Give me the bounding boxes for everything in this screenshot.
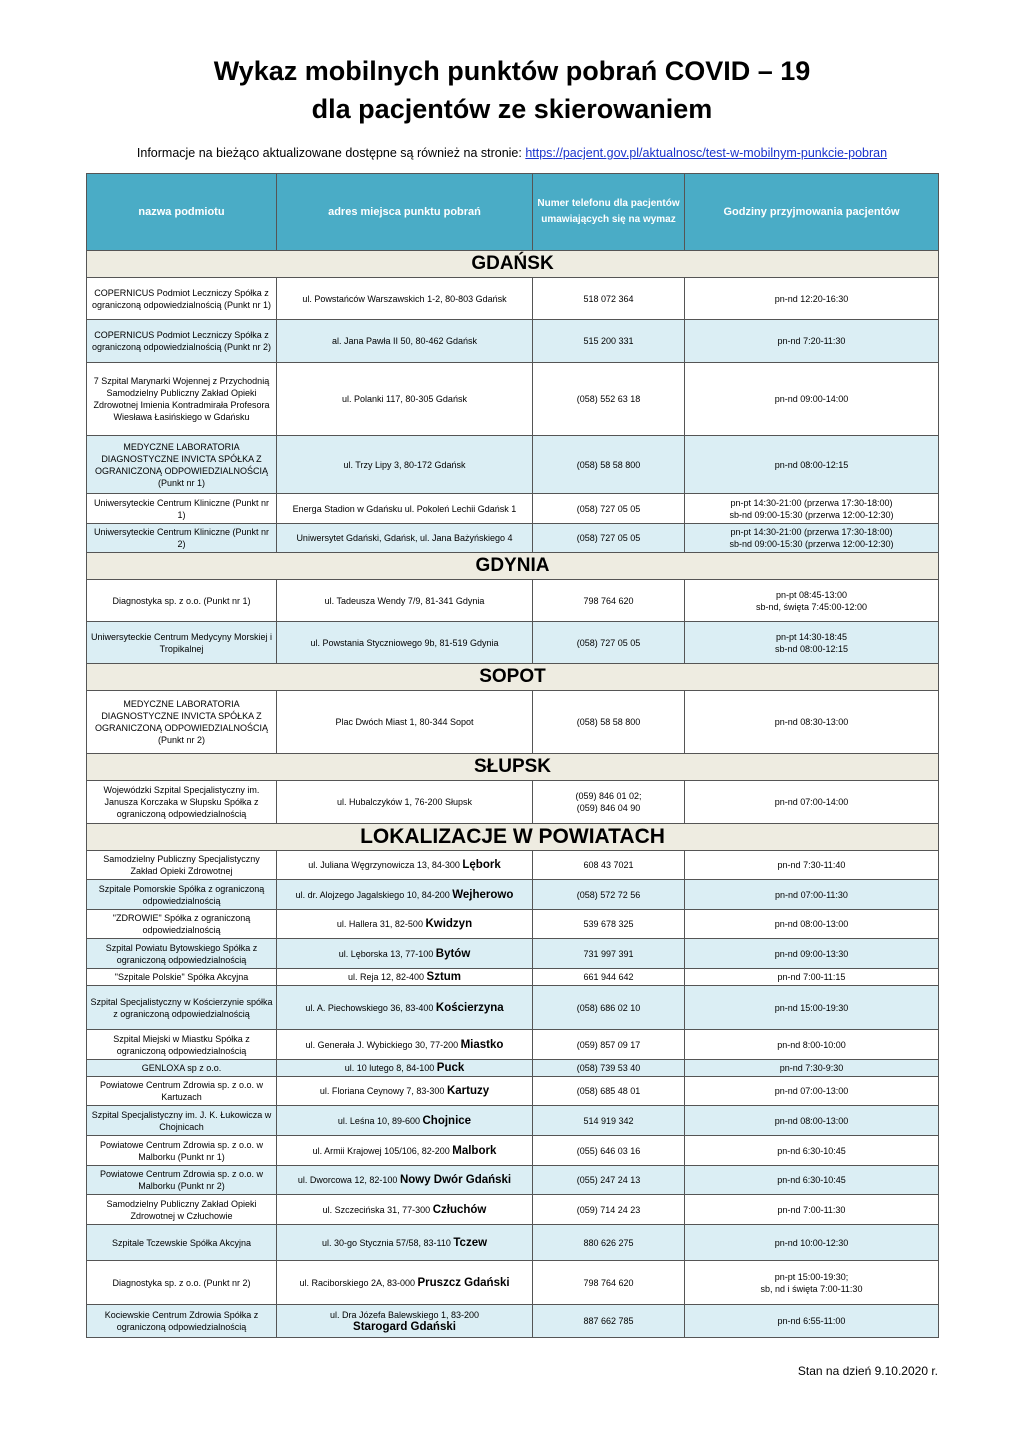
table-row xyxy=(87,524,939,553)
entity-name-cell: Samodzielny Publiczny Zakład Opieki Zdrowotnej w Człuchowie xyxy=(87,1195,277,1225)
phone-number: 608 43 7021 xyxy=(583,860,634,870)
hours-cell xyxy=(685,910,939,939)
phone-number: 515 200 331 xyxy=(583,336,634,346)
entity-name-cell: Uniwersyteckie Centrum Kliniczne (Punkt nr 2) xyxy=(87,524,277,553)
entity-name-cell: COPERNICUS Podmiot Leczniczy Spółka z ograniczoną odpowiedzialnością (Punkt nr 2) xyxy=(87,320,277,363)
address-town: Miastko xyxy=(460,1038,504,1051)
hours-text-2: sb-nd 09:00-15:30 (przerwa 12:00-12:30) xyxy=(729,539,894,549)
phone-number: (058) 552 63 18 xyxy=(576,394,641,404)
hours-cell xyxy=(685,580,939,622)
entity-name-cell: Uniwersyteckie Centrum Kliniczne (Punkt nr 1) xyxy=(87,494,277,524)
table-row xyxy=(87,1305,939,1338)
info-line xyxy=(0,146,1024,160)
hours-cell xyxy=(685,939,939,969)
address-town: Pruszcz Gdański xyxy=(417,1276,510,1289)
hours-text: pn-nd 08:00-13:00 xyxy=(774,1115,849,1126)
hours-cell xyxy=(685,1136,939,1166)
table-row xyxy=(87,580,939,622)
address-cell xyxy=(277,969,533,986)
phone-number: 539 678 325 xyxy=(583,919,634,929)
address-text: ul. A. Piechowskiego 36, 83-400 xyxy=(305,1002,436,1013)
entity-name-cell: Szpitale Pomorskie Spółka z ograniczoną odpowiedzialnością xyxy=(87,880,277,910)
entity-name-cell: GENLOXA sp z o.o. xyxy=(87,1060,277,1077)
address-text: ul. Powstania Styczniowego 9b, 81-519 Gdynia xyxy=(310,637,499,648)
hours-cell xyxy=(685,1195,939,1225)
phone-number: (058) 739 53 40 xyxy=(576,1063,641,1073)
hours-cell xyxy=(685,278,939,320)
hours-cell xyxy=(685,781,939,824)
column-header-phone: Numer telefonu dla pacjentów umawiających się na wymaz xyxy=(533,174,685,251)
hours-text-2: sb-nd 08:00-12:15 xyxy=(774,643,849,654)
address-cell xyxy=(277,1136,533,1166)
address-cell xyxy=(277,1261,533,1305)
hours-cell xyxy=(685,1166,939,1195)
phone-number: 661 944 642 xyxy=(583,972,634,982)
address-text: ul. 30-go Stycznia 57/58, 83-110 xyxy=(321,1237,454,1248)
hours-cell xyxy=(685,494,939,524)
address-cell xyxy=(277,986,533,1030)
address-town: Kościerzyna xyxy=(435,1001,504,1014)
address-text: ul. Hubalczyków 1, 76-200 Słupsk xyxy=(336,797,473,807)
phone-cell xyxy=(533,278,685,320)
phone-number: 887 662 785 xyxy=(583,1316,634,1326)
section-title: SOPOT xyxy=(87,664,939,691)
section-title: GDAŃSK xyxy=(87,251,939,278)
address-cell xyxy=(277,939,533,969)
address-town: Człuchów xyxy=(432,1203,487,1216)
entity-name-cell: "Szpitale Polskie" Spółka Akcyjna xyxy=(87,969,277,986)
hours-text-2: sb-nd, święta 7:45:00-12:00 xyxy=(755,601,868,612)
phone-cell xyxy=(533,939,685,969)
phone-number: (055) 646 03 16 xyxy=(576,1145,641,1156)
phone-number: (059) 714 24 23 xyxy=(576,1204,641,1215)
address-town: Lębork xyxy=(462,859,501,871)
phone-number: 514 919 342 xyxy=(583,1115,634,1126)
address-text: ul. Szczecińska 31, 77-300 xyxy=(322,1204,433,1215)
hours-text: pn-pt 14:30-21:00 (przerwa 17:30-18:00) xyxy=(730,527,893,537)
address-text: ul. Leśna 10, 89-600 xyxy=(337,1115,423,1126)
address-text: Plac Dwóch Miast 1, 80-344 Sopot xyxy=(335,717,474,727)
address-text: ul. Floriana Ceynowy 7, 83-300 xyxy=(319,1086,447,1096)
section-row xyxy=(87,553,939,580)
section-row xyxy=(87,664,939,691)
address-text: al. Jana Pawła II 50, 80-462 Gdańsk xyxy=(331,336,478,346)
phone-cell xyxy=(533,969,685,986)
address-cell xyxy=(277,880,533,910)
address-cell xyxy=(277,494,533,524)
hours-cell xyxy=(685,691,939,754)
address-text: ul. Armii Krajowej 105/106, 82-200 xyxy=(312,1145,453,1156)
hours-text: pn-nd 6:30-10:45 xyxy=(777,1145,846,1156)
address-cell xyxy=(277,580,533,622)
entity-name-cell: Powiatowe Centrum Zdrowia sp. z o.o. w Malborku (Punkt nr 2) xyxy=(87,1166,277,1195)
hours-text: pn-nd 07:00-11:30 xyxy=(775,889,848,900)
section-row xyxy=(87,251,939,278)
address-cell xyxy=(277,1030,533,1060)
address-cell xyxy=(277,691,533,754)
entity-name-cell: Szpital Powiatu Bytowskiego Spółka z ograniczoną odpowiedzialnością xyxy=(87,939,277,969)
hours-text: pn-nd 08:30-13:00 xyxy=(774,717,849,727)
address-text: ul. Trzy Lipy 3, 80-172 Gdańsk xyxy=(343,459,466,470)
table-row xyxy=(87,278,939,320)
address-cell xyxy=(277,363,533,436)
hours-text: pn-pt 14:30-21:00 (przerwa 17:30-18:00) xyxy=(730,497,893,508)
phone-cell xyxy=(533,1225,685,1261)
address-text: ul. Hallera 31, 82-500 xyxy=(336,919,426,929)
status-date: Stan na dzień 9.10.2020 r. xyxy=(797,1364,938,1378)
info-text: Informacje na bieżąco aktualizowane dostępne są również na stronie: xyxy=(136,146,526,160)
hours-cell xyxy=(685,524,939,553)
phone-cell xyxy=(533,1261,685,1305)
address-cell xyxy=(277,781,533,824)
address-text: Energa Stadion w Gdańsku ul. Pokoleń Lechii Gdańsk 1 xyxy=(292,503,517,514)
hours-cell xyxy=(685,436,939,494)
entity-name-cell: Powiatowe Centrum Zdrowia sp. z o.o. w Kartuzach xyxy=(87,1077,277,1106)
address-cell xyxy=(277,1225,533,1261)
hours-cell xyxy=(685,880,939,910)
address-text: ul. Reja 12, 82-400 xyxy=(347,972,427,982)
table-row xyxy=(87,1030,939,1060)
phone-cell xyxy=(533,1166,685,1195)
phone-cell xyxy=(533,1030,685,1060)
hours-text: pn-nd 7:00-11:30 xyxy=(777,1204,846,1215)
phone-number: (058) 572 72 56 xyxy=(576,889,641,900)
phone-cell xyxy=(533,622,685,664)
column-header-name: nazwa podmiotu xyxy=(87,174,277,251)
entity-name-cell: Powiatowe Centrum Zdrowia sp. z o.o. w Malborku (Punkt nr 1) xyxy=(87,1136,277,1166)
entity-name-cell: Szpital Specjalistyczny im. J. K. Łukowicza w Chojnicach xyxy=(87,1106,277,1136)
hours-text: pn-nd 7:30-11:40 xyxy=(777,860,846,870)
hours-text: pn-nd 07:00-14:00 xyxy=(774,797,849,807)
hours-cell xyxy=(685,363,939,436)
table-row xyxy=(87,851,939,880)
table-row xyxy=(87,622,939,664)
hours-text: pn-nd 7:30-9:30 xyxy=(779,1063,844,1073)
phone-cell xyxy=(533,1195,685,1225)
entity-name-cell: "ZDROWIE" Spółka z ograniczoną odpowiedzialnością xyxy=(87,910,277,939)
phone-cell xyxy=(533,1077,685,1106)
phone-cell xyxy=(533,580,685,622)
hours-cell xyxy=(685,1030,939,1060)
points-table xyxy=(86,173,939,1338)
entity-name-cell: COPERNICUS Podmiot Leczniczy Spółka z ograniczoną odpowiedzialnością (Punkt nr 1) xyxy=(87,278,277,320)
phone-number: (059) 846 01 02; xyxy=(575,791,642,801)
table-row xyxy=(87,1166,939,1195)
phone-cell xyxy=(533,691,685,754)
phone-cell xyxy=(533,436,685,494)
address-town: Nowy Dwór Gdański xyxy=(399,1174,512,1186)
table-body xyxy=(87,251,939,1338)
hours-cell xyxy=(685,969,939,986)
address-cell xyxy=(277,524,533,553)
hours-text: pn-nd 6:30-10:45 xyxy=(777,1175,846,1185)
address-cell xyxy=(277,1195,533,1225)
address-cell xyxy=(277,1077,533,1106)
address-cell xyxy=(277,320,533,363)
hours-cell xyxy=(685,320,939,363)
address-cell xyxy=(277,436,533,494)
phone-cell xyxy=(533,880,685,910)
phone-cell xyxy=(533,1136,685,1166)
phone-number: (058) 58 58 800 xyxy=(576,717,641,727)
hours-text-2: sb-nd 09:00-15:30 (przerwa 12:00-12:30) xyxy=(729,509,894,520)
address-town: Starogard Gdański xyxy=(353,1321,456,1333)
table-row xyxy=(87,1136,939,1166)
hours-text: pn-nd 10:00-12:30 xyxy=(774,1237,849,1248)
address-town: Kartuzy xyxy=(446,1085,490,1097)
hours-cell xyxy=(685,1305,939,1338)
table-row xyxy=(87,436,939,494)
address-town: Puck xyxy=(436,1062,465,1074)
hours-text: pn-nd 09:00-14:00 xyxy=(774,394,849,404)
page-title xyxy=(0,52,1024,128)
phone-number: 798 764 620 xyxy=(583,1277,634,1288)
address-town: Bytów xyxy=(435,947,471,960)
hours-text: pn-nd 7:00-11:15 xyxy=(777,972,846,982)
hours-text: pn-nd 08:00-12:15 xyxy=(774,459,849,470)
hours-text: pn-nd 15:00-19:30 xyxy=(774,1002,849,1013)
phone-cell xyxy=(533,494,685,524)
phone-number: (058) 685 48 01 xyxy=(576,1086,641,1096)
hours-text: pn-nd 7:20-11:30 xyxy=(777,336,846,346)
entity-name-cell: Uniwersyteckie Centrum Medycyny Morskiej i Tropikalnej xyxy=(87,622,277,664)
table-header-row xyxy=(87,174,939,251)
address-text: Uniwersytet Gdański, Gdańsk, ul. Jana Bażyńskiego 4 xyxy=(296,533,513,543)
hours-text: pn-pt 14:30-18:45 xyxy=(775,631,848,642)
phone-number: 518 072 364 xyxy=(583,293,634,304)
phone-number-2: (059) 846 04 90 xyxy=(576,803,641,813)
table-row xyxy=(87,1077,939,1106)
table-row xyxy=(87,363,939,436)
address-cell xyxy=(277,851,533,880)
address-cell xyxy=(277,1166,533,1195)
table-row xyxy=(87,1060,939,1077)
address-cell xyxy=(277,910,533,939)
hours-text: pn-nd 12:20-16:30 xyxy=(774,293,849,304)
phone-cell xyxy=(533,1305,685,1338)
hours-text: pn-nd 07:00-13:00 xyxy=(774,1086,849,1096)
hours-cell xyxy=(685,1225,939,1261)
phone-cell xyxy=(533,910,685,939)
hours-cell xyxy=(685,851,939,880)
address-cell xyxy=(277,622,533,664)
phone-number: (058) 686 02 10 xyxy=(576,1002,641,1013)
hours-cell xyxy=(685,986,939,1030)
address-text: ul. Generała J. Wybickiego 30, 77-200 xyxy=(305,1039,461,1050)
entity-name-cell: 7 Szpital Marynarki Wojennej z Przychodnią Samodzielny Publiczny Zakład Opieki Zdrowotnej Imienia Kontradmirała Profesora Wiesława Łasińskiego w Gdańsku xyxy=(87,363,277,436)
table-row xyxy=(87,1261,939,1305)
address-town: Kwidzyn xyxy=(425,918,473,930)
entity-name-cell: Kociewskie Centrum Zdrowia Spółka z ograniczoną odpowiedzialnością xyxy=(87,1305,277,1338)
address-cell xyxy=(277,1060,533,1077)
hours-text: pn-nd 09:00-13:30 xyxy=(774,948,849,959)
phone-cell xyxy=(533,524,685,553)
address-town: Sztum xyxy=(426,971,462,983)
phone-cell xyxy=(533,320,685,363)
entity-name-cell: Diagnostyka sp. z o.o. (Punkt nr 1) xyxy=(87,580,277,622)
entity-name-cell: MEDYCZNE LABORATORIA DIAGNOSTYCZNE INVICTA SPÓŁKA Z OGRANICZONĄ ODPOWIEDZIALNOŚCIĄ (Punkt nr 1) xyxy=(87,436,277,494)
phone-cell xyxy=(533,986,685,1030)
address-text: ul. Juliana Węgrzynowicza 13, 84-300 xyxy=(308,860,463,870)
address-town: Wejherowo xyxy=(452,888,514,901)
entity-name-cell: Szpitale Tczewskie Spółka Akcyjna xyxy=(87,1225,277,1261)
phone-number: (058) 727 05 05 xyxy=(576,533,641,543)
address-text: ul. dr. Alojzego Jagalskiego 10, 84-200 xyxy=(295,889,453,900)
phone-cell xyxy=(533,1106,685,1136)
address-cell xyxy=(277,278,533,320)
phone-cell xyxy=(533,781,685,824)
table-row xyxy=(87,1225,939,1261)
entity-name-cell: Wojewódzki Szpital Specjalistyczny im. Janusza Korczaka w Słupsku Spółka z ograniczoną odpowiedzialnością xyxy=(87,781,277,824)
address-cell xyxy=(277,1305,533,1338)
hours-cell xyxy=(685,1261,939,1305)
address-text: ul. Dworcowa 12, 82-100 xyxy=(297,1175,400,1185)
address-town: Tczew xyxy=(453,1236,488,1249)
entity-name-cell: MEDYCZNE LABORATORIA DIAGNOSTYCZNE INVICTA SPÓŁKA Z OGRANICZONĄ ODPOWIEDZIALNOŚCIĄ (Punkt nr 2) xyxy=(87,691,277,754)
table-row xyxy=(87,986,939,1030)
entity-name-cell: Szpital Miejski w Miastku Spółka z ograniczoną odpowiedzialnością xyxy=(87,1030,277,1060)
section-row xyxy=(87,754,939,781)
address-text: ul. Tadeusza Wendy 7/9, 81-341 Gdynia xyxy=(324,595,485,606)
hours-text: pn-nd 8:00-10:00 xyxy=(777,1039,846,1050)
entity-name-cell: Szpital Specjalistyczny w Kościerzynie spółka z ograniczoną odpowiedzialnością xyxy=(87,986,277,1030)
hours-cell xyxy=(685,1060,939,1077)
hours-text: pn-pt 15:00-19:30; xyxy=(774,1271,849,1282)
address-text: ul. Raciborskiego 2A, 83-000 xyxy=(299,1277,418,1288)
address-cell xyxy=(277,1106,533,1136)
hours-text-2: sb, nd i święta 7:00-11:30 xyxy=(760,1283,863,1294)
hours-text: pn-nd 6:55-11:00 xyxy=(777,1316,846,1326)
table-row xyxy=(87,1195,939,1225)
hours-cell xyxy=(685,622,939,664)
phone-cell xyxy=(533,851,685,880)
phone-number: (058) 58 58 800 xyxy=(576,459,641,470)
column-header-hours: Godziny przyjmowania pacjentów xyxy=(685,174,939,251)
table-row xyxy=(87,691,939,754)
phone-number: 798 764 620 xyxy=(583,595,634,606)
info-link[interactable]: https://pacjent.gov.pl/aktualnosc/test-w-mobilnym-punkcie-pobran xyxy=(525,146,888,160)
table-row xyxy=(87,781,939,824)
table-row xyxy=(87,939,939,969)
entity-name-cell: Diagnostyka sp. z o.o. (Punkt nr 2) xyxy=(87,1261,277,1305)
address-town: Chojnice xyxy=(422,1114,472,1127)
phone-number: 880 626 275 xyxy=(583,1237,634,1248)
address-text: ul. Polanki 117, 80-305 Gdańsk xyxy=(342,394,467,404)
table-row xyxy=(87,1106,939,1136)
table-row xyxy=(87,910,939,939)
table-row xyxy=(87,880,939,910)
phone-cell xyxy=(533,363,685,436)
table-row xyxy=(87,494,939,524)
column-header-address: adres miejsca punktu pobrań xyxy=(277,174,533,251)
phone-number: (055) 247 24 13 xyxy=(576,1175,641,1185)
address-text: ul. 10 lutego 8, 84-100 xyxy=(344,1063,437,1073)
address-text: ul. Lęborska 13, 77-100 xyxy=(338,948,436,959)
section-title: GDYNIA xyxy=(87,553,939,580)
phone-number: (058) 727 05 05 xyxy=(576,503,641,514)
phone-number: (058) 727 05 05 xyxy=(576,637,641,648)
table-row xyxy=(87,969,939,986)
phone-number: (059) 857 09 17 xyxy=(576,1039,641,1050)
hours-text: pn-pt 08:45-13:00 xyxy=(775,589,848,600)
hours-text: pn-nd 08:00-13:00 xyxy=(774,919,849,929)
section-row xyxy=(87,824,939,851)
section-title: LOKALIZACJE W POWIATACH xyxy=(87,824,939,851)
title-line-2: dla pacjentów ze skierowaniem xyxy=(311,94,713,124)
address-text: ul. Dra Józefa Balewskiego 1, 83-200 xyxy=(329,1310,480,1320)
table-row xyxy=(87,320,939,363)
phone-cell xyxy=(533,1060,685,1077)
entity-name-cell: Samodzielny Publiczny Specjalistyczny Zakład Opieki Zdrowotnej xyxy=(87,851,277,880)
address-town: Malbork xyxy=(452,1144,497,1157)
address-text: ul. Powstańców Warszawskich 1-2, 80-803 Gdańsk xyxy=(302,293,507,304)
phone-number: 731 997 391 xyxy=(583,948,634,959)
title-line-1: Wykaz mobilnych punktów pobrań COVID – 19 xyxy=(213,56,811,86)
hours-cell xyxy=(685,1077,939,1106)
hours-cell xyxy=(685,1106,939,1136)
section-title: SŁUPSK xyxy=(87,754,939,781)
